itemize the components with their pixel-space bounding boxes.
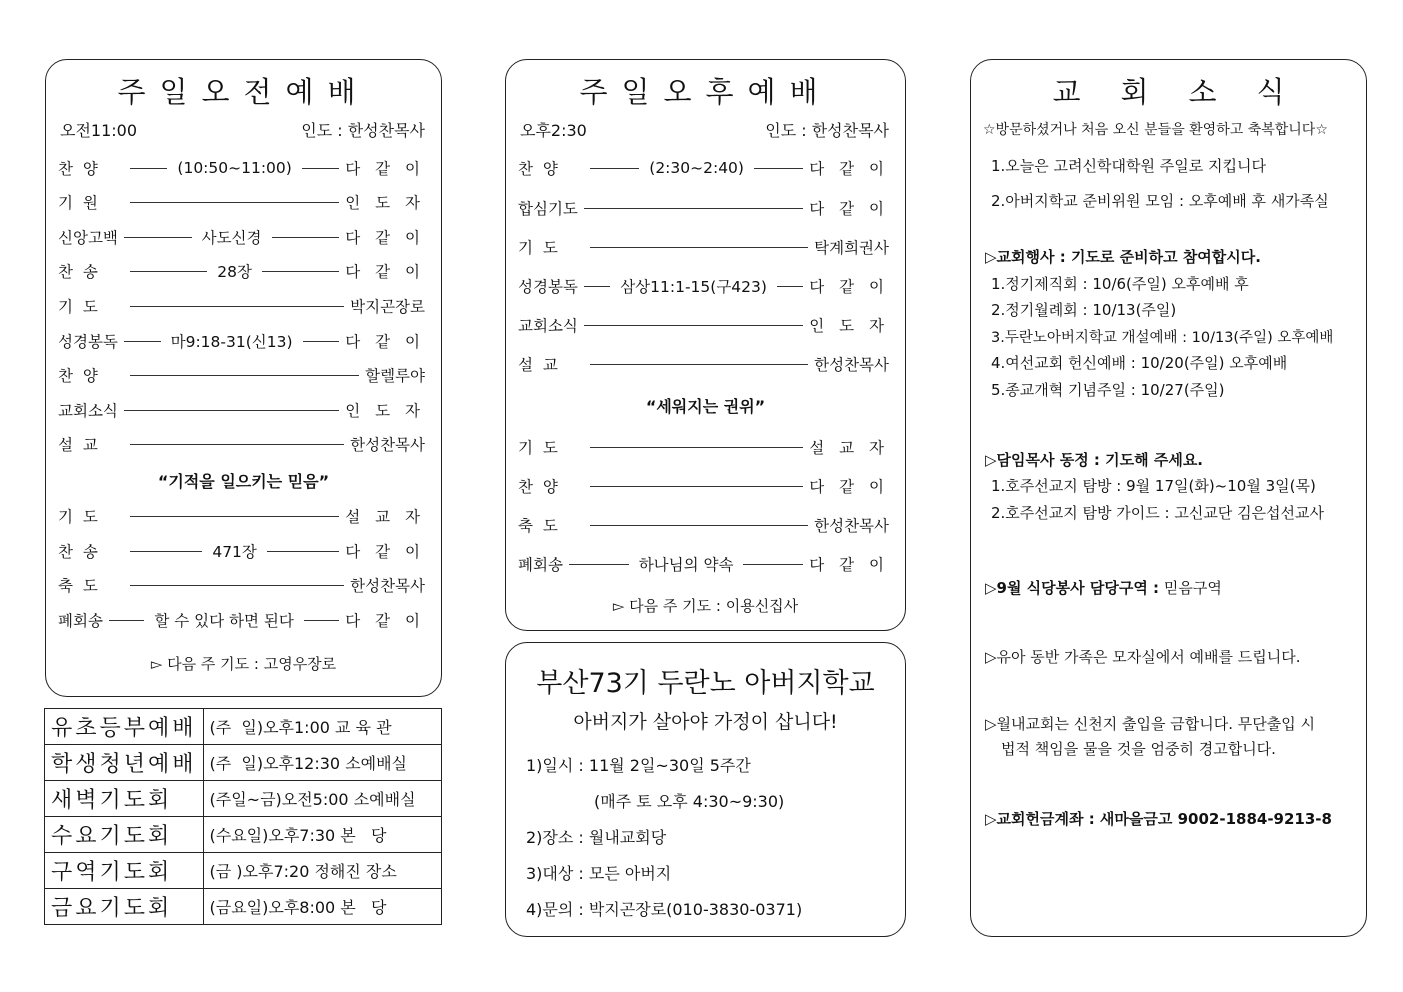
afternoon-order-row [518,236,889,258]
morning-order-person: 한성찬목사 [350,577,425,595]
afternoon-order-label: 찬 양 [518,478,558,496]
afternoon-order-person: 다 같 이 [809,200,889,218]
morning-leader: 인도 : 한성찬목사 [301,121,425,140]
schedule-row [45,709,442,745]
morning-order-label: 폐회송 [58,612,103,630]
morning-order-person: 설 교 자 [345,508,425,526]
morning-order-label: 신앙고백 [58,229,118,247]
schedule-row [45,889,442,925]
leader-line [584,325,803,326]
event-item-3: 3.두란노아버지학교 개설예배 : 10/13(주일) 오후예배 [991,330,1334,346]
afternoon-order-label: 설 교 [518,356,558,374]
afternoon-order-row [518,553,889,575]
schedule-row [45,853,442,889]
morning-order-row [58,433,425,455]
morning-order-detail: 사도신경 [201,229,262,247]
schedule-time-place: (수요일)오후7:30 본 당 [203,817,441,853]
afternoon-time: 오후2:30 [520,121,587,140]
morning-order-row [58,295,425,317]
schedule-service-name: 구역기도회 [45,853,204,889]
afternoon-order-row [518,197,889,219]
morning-order-row [58,574,425,596]
morning-order-label: 찬 송 [58,263,98,281]
leader-line [590,364,808,365]
pastor-item-2: 2.호주선교지 탐방 가이드 : 고신교단 김은섭선교사 [991,504,1325,522]
afternoon-title: 주일오후예배 [579,75,832,109]
morning-order-person: 다 같 이 [345,229,425,247]
afternoon-order-person: 한성찬목사 [814,517,889,535]
leader-line [304,620,339,621]
afternoon-order-row [518,314,889,336]
morning-order-row [58,260,425,282]
morning-time: 오전11:00 [60,121,138,140]
afternoon-order-person: 한성찬목사 [814,356,889,374]
morning-order-person: 다 같 이 [345,612,426,630]
morning-order-row [58,330,425,352]
weekly-schedule-table [44,708,442,925]
afternoon-order-person: 설 교 자 [809,439,889,457]
schedule-row [45,817,442,853]
leader-line [130,202,339,203]
morning-order-person: 인 도 자 [345,402,425,420]
morning-order-person: 할렐루야 [365,367,425,385]
morning-order-row [58,157,425,179]
morning-order-label: 성경봉독 [58,333,118,351]
news-notice-2: 2.아버지학교 준비위원 모임 : 오후예배 후 새가족실 [991,192,1329,210]
morning-order-person: 인 도 자 [345,194,425,212]
infant-notice: ▷유아 동반 가족은 모자실에서 예배를 드립니다. [985,648,1301,666]
schedule-service-name: 수요기도회 [45,817,204,853]
afternoon-order-detail: (2:30~2:40) [649,159,744,177]
leader-line [130,585,344,586]
schedule-time-place: (주일~금)오전5:00 소예배실 [203,781,441,817]
fathers-school-panel [505,642,906,937]
events-heading: ▷교회행사 : 기도로 준비하고 참여합시다. [985,248,1261,266]
afternoon-order-row [518,475,889,497]
morning-order-row [58,364,425,386]
morning-order-detail: 28장 [217,263,252,281]
leader-line [130,168,167,169]
afternoon-order-label: 교회소식 [518,317,578,335]
leader-line [590,447,803,448]
morning-order-row [58,191,425,213]
afternoon-order-detail: 하나님의 약속 [638,556,734,574]
fathers-school-title: 부산73기 두란노 아버지학교 [536,668,875,699]
leader-line [130,516,339,517]
leader-line [590,247,808,248]
morning-order-detail: 할 수 있다 하면 된다 [154,612,294,630]
fathers-school-hours: (매주 토 오후 4:30~9:30) [594,792,785,811]
leader-line [590,486,803,487]
morning-order-person: 다 같 이 [345,543,425,561]
afternoon-order-person: 탁계희권사 [814,239,889,257]
leader-line [267,551,339,552]
leader-line [590,525,808,526]
warning-line-2: 법적 책임을 물을 것을 엄중히 경고합니다. [1001,740,1276,758]
news-welcome: ☆방문하셨거나 처음 오신 분들을 환영하고 축복합니다☆ [983,122,1328,138]
morning-order-label: 설 교 [58,436,98,454]
afternoon-order-label: 찬 양 [518,160,558,178]
morning-order-label: 찬 양 [58,160,98,178]
morning-order-label: 기 도 [58,508,98,526]
morning-order-row [58,226,425,248]
afternoon-order-label: 합심기도 [518,200,578,218]
morning-order-label: 기 원 [58,194,98,212]
afternoon-order-row [518,275,889,297]
morning-order-person: 다 같 이 [345,263,426,281]
meal-service [985,577,1222,598]
afternoon-order-person: 다 같 이 [809,278,890,296]
afternoon-order-person: 다 같 이 [809,556,889,574]
schedule-row [45,781,442,817]
afternoon-order-label: 기 도 [518,439,558,457]
afternoon-order-label: 폐회송 [518,556,563,574]
afternoon-next-prayer: ▻ 다음 주 기도 : 이용신집사 [612,597,799,615]
afternoon-leader: 인도 : 한성찬목사 [765,121,889,140]
afternoon-order-row [518,353,889,375]
leader-line [590,168,639,169]
afternoon-order-row [518,514,889,536]
morning-order-label: 찬 양 [58,367,98,385]
afternoon-order-label: 기 도 [518,239,558,257]
news-title: 교회소식 [1052,75,1325,109]
morning-order-detail: 471장 [212,543,257,561]
leader-line [569,564,629,565]
leader-line [130,444,344,445]
leader-line [743,564,803,565]
schedule-service-name: 유초등부예배 [45,709,204,745]
morning-order-person: 다 같 이 [345,333,426,351]
morning-order-label: 찬 송 [58,543,98,561]
afternoon-order-label: 축 도 [518,517,558,535]
afternoon-order-person: 다 같 이 [809,478,889,496]
meal-heading: ▷9월 식당봉사 담당구역 : [985,579,1160,597]
schedule-row [45,745,442,781]
event-item-5: 5.종교개혁 기념주일 : 10/27(주일) [991,381,1225,399]
warning-line-1: ▷월내교회는 신천지 출입을 금합니다. 무단출입 시 [985,715,1315,733]
leader-line [109,620,144,621]
leader-line [124,410,339,411]
leader-line [302,168,339,169]
schedule-service-name: 학생청년예배 [45,745,204,781]
morning-sermon-title: “기적을 일으키는 믿음” [157,472,330,491]
fathers-school-place: 2)장소 : 월내교회당 [526,828,667,847]
leader-line [124,341,161,342]
morning-order-person: 한성찬목사 [350,436,425,454]
morning-title: 주일오전예배 [117,75,370,109]
offering-account: ▷교회헌금계좌 : 새마을금고 9002-1884-9213-8 [985,810,1332,828]
afternoon-order-row [518,436,889,458]
afternoon-order-person: 인 도 자 [809,317,889,335]
afternoon-order-detail: 삼상11:1-15(구423) [620,278,767,296]
fathers-school-date: 1)일시 : 11월 2일~30일 5주간 [526,756,751,775]
leader-line [272,237,340,238]
leader-line [754,168,803,169]
morning-worship-panel [45,59,442,697]
leader-line [130,375,359,376]
schedule-service-name: 금요기도회 [45,889,204,925]
afternoon-order-row [518,157,889,179]
morning-next-prayer: ▻ 다음 주 기도 : 고영우장로 [150,655,337,673]
meal-value: 믿음구역 [1163,579,1222,597]
leader-line [303,341,340,342]
leader-line [130,271,207,272]
morning-order-person: 다 같 이 [345,160,426,178]
leader-line [130,551,202,552]
morning-order-detail: 마9:18-31(신13) [170,333,293,351]
leader-line [124,237,192,238]
schedule-service-name: 새벽기도회 [45,781,204,817]
leader-line [584,208,803,209]
afternoon-worship-panel [505,59,906,631]
news-notice-1: 1.오늘은 고려신학대학원 주일로 지킵니다 [991,157,1266,175]
fathers-school-contact: 4)문의 : 박지곤장로(010-3830-0371) [526,900,803,919]
afternoon-sermon-title: “세워지는 권위” [645,397,766,416]
afternoon-order-person: 다 같 이 [809,160,890,178]
fathers-school-target: 3)대상 : 모든 아버지 [526,864,672,883]
leader-line [777,286,803,287]
leader-line [584,286,610,287]
morning-order-row [58,609,425,631]
schedule-time-place: (주 일)오후12:30 소예배실 [203,745,441,781]
schedule-time-place: (금요일)오후8:00 본 당 [203,889,441,925]
fathers-school-subtitle: 아버지가 살아야 가정이 삽니다! [573,711,838,733]
morning-order-row [58,540,425,562]
leader-line [130,306,344,307]
event-item-2: 2.정기월례회 : 10/13(주일) [991,301,1177,319]
pastor-heading: ▷담임목사 동정 : 기도해 주세요. [985,451,1204,469]
schedule-time-place: (주 일)오후1:00 교 육 관 [203,709,441,745]
afternoon-order-label: 성경봉독 [518,278,578,296]
morning-order-label: 축 도 [58,577,98,595]
pastor-item-1: 1.호주선교지 탐방 : 9월 17일(화)~10월 3일(목) [991,477,1316,495]
schedule-time-place: (금 )오후7:20 정해진 장소 [203,853,441,889]
leader-line [262,271,339,272]
morning-order-row [58,399,425,421]
morning-order-label: 교회소식 [58,402,118,420]
morning-order-row [58,505,425,527]
morning-order-person: 박지곤장로 [350,298,425,316]
morning-order-label: 기 도 [58,298,98,316]
event-item-4: 4.여선교회 헌신예배 : 10/20(주일) 오후예배 [991,354,1288,372]
event-item-1: 1.정기제직회 : 10/6(주일) 오후예배 후 [991,275,1249,293]
church-news-panel [970,59,1367,937]
morning-order-detail: (10:50~11:00) [177,159,292,177]
